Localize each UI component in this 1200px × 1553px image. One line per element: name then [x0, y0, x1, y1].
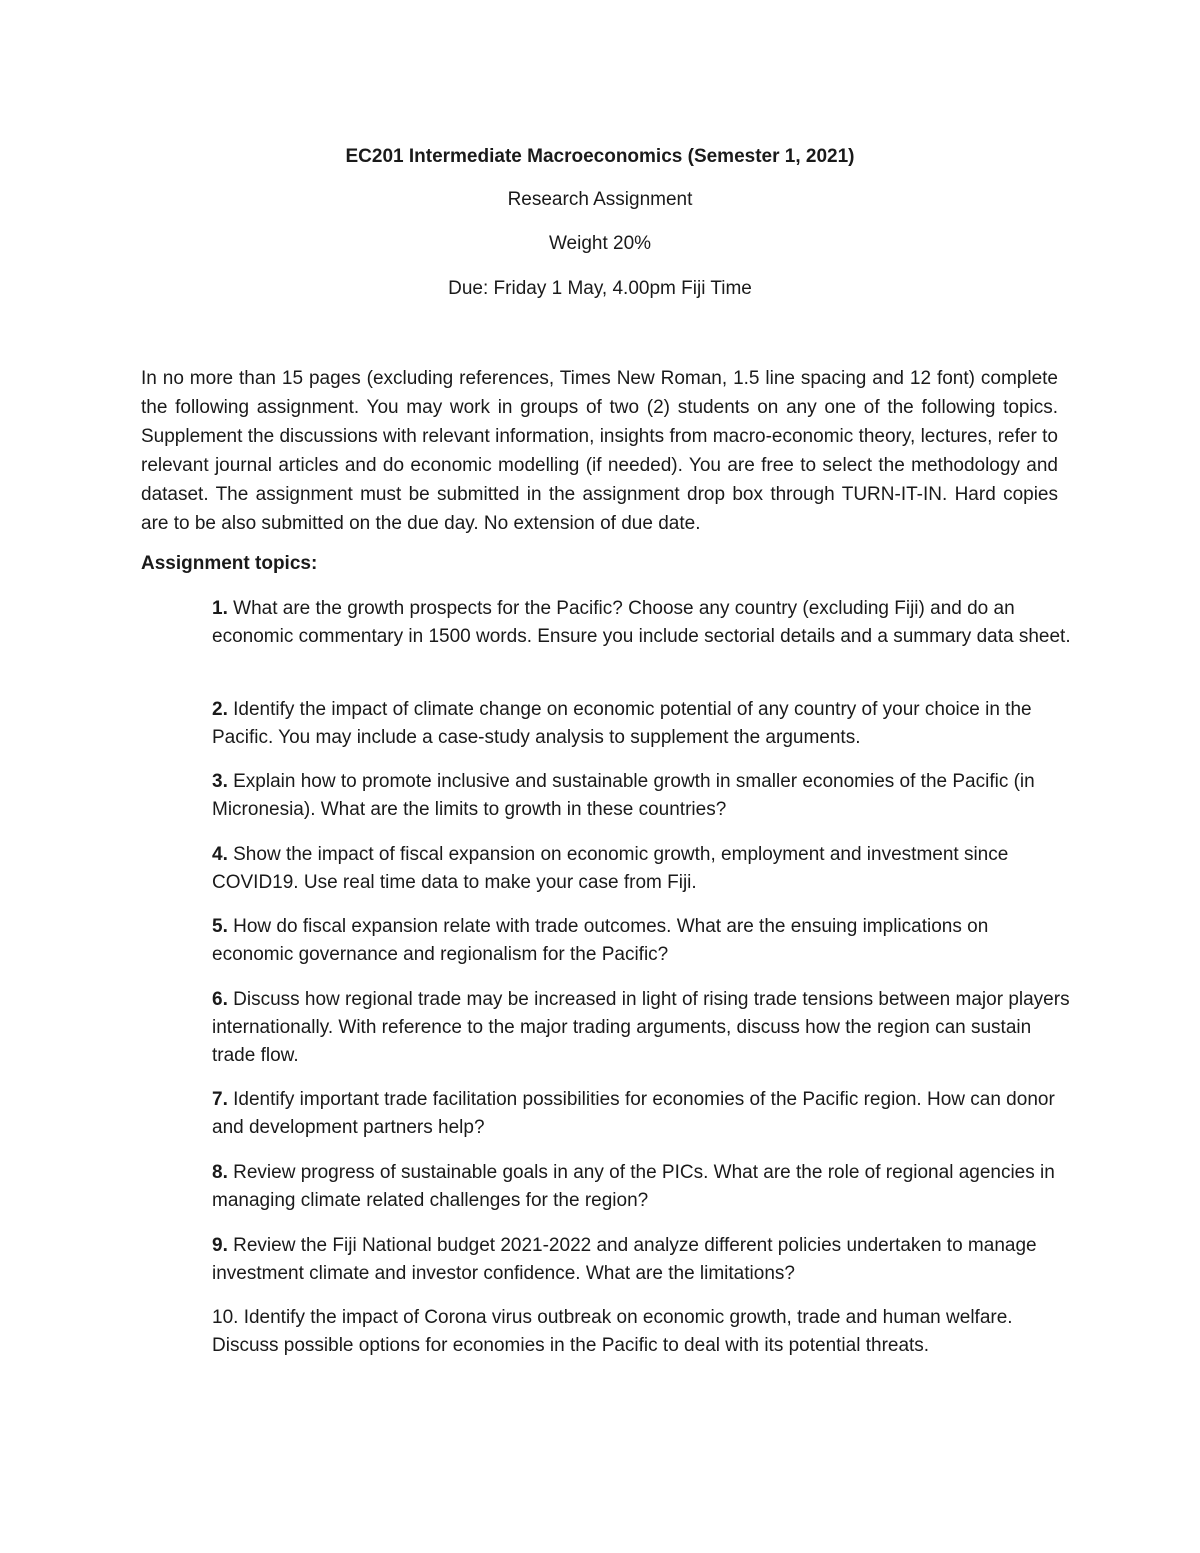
- topic-item-3: [212, 768, 1072, 824]
- document-subtitle: Research Assignment: [507, 189, 693, 210]
- topic-item-5: [212, 913, 1072, 969]
- topic-number: 10.: [212, 1307, 239, 1328]
- topic-item-9: [212, 1232, 1072, 1288]
- topic-text: Show the impact of fiscal expansion on economic growth, employment and investment since COVID19. Use real time data to make your case from Fiji.: [212, 844, 1009, 893]
- topic-number: 4.: [212, 844, 228, 865]
- topic-number: 3.: [212, 771, 228, 792]
- topic-item-10: [212, 1304, 1072, 1360]
- topic-text: Review progress of sustainable goals in any of the PICs. What are the role of regional agencies in managing climate related challenges for the region?: [212, 1162, 1055, 1211]
- topic-number: 6.: [212, 989, 228, 1010]
- assignment-weight: Weight 20%: [548, 233, 652, 254]
- topic-item-1: [212, 595, 1072, 651]
- topic-item-7: [212, 1086, 1072, 1142]
- document-title: EC201 Intermediate Macroeconomics (Semester 1, 2021): [345, 146, 855, 167]
- topic-text: Explain how to promote inclusive and sustainable growth in smaller economies of the Pacific (in Micronesia). What are the limits to growth in these countries?: [212, 771, 1035, 820]
- topic-item-6: [212, 986, 1072, 1070]
- topic-number: 1.: [212, 598, 228, 619]
- instructions-paragraph: In no more than 15 pages (excluding references, Times New Roman, 1.5 line spacing and 12 font) complete the following assignment. You may work in groups of two (2) students on any one of the following topics. Supplement the discussions with relevant information, insights from macro-economic theory, lectures, refer to relevant journal articles and do economic modelling (if needed). You are free to select the methodology and dataset. The assignment must be submitted in the assignment drop box through TURN-IT-IN. Hard copies are to be also submitted on the due day. No extension of due date.: [141, 368, 1058, 534]
- topic-text: Identify the impact of climate change on economic potential of any country of your choice in the Pacific. You may include a case-study analysis to supplement the arguments.: [212, 699, 1032, 748]
- topic-text: Discuss how regional trade may be increased in light of rising trade tensions between major players internationally. With reference to the major trading arguments, discuss how the region can sustain trade flow.: [212, 989, 1070, 1066]
- topic-text: How do fiscal expansion relate with trade outcomes. What are the ensuing implications on economic governance and regionalism for the Pacific?: [212, 916, 989, 965]
- topics-heading: Assignment topics:: [141, 553, 318, 574]
- topic-item-2: [212, 696, 1072, 752]
- topic-text: Identify the impact of Corona virus outbreak on economic growth, trade and human welfare. Discuss possible options for economies in the Pacific to deal with its potential threats.: [212, 1307, 1013, 1356]
- topic-text: What are the growth prospects for the Pacific? Choose any country (excluding Fiji) and do an economic commentary in 1500 words. Ensure you include sectorial details and a summary data sheet.: [212, 598, 1071, 647]
- topic-text: Identify important trade facilitation possibilities for economies of the Pacific region. How can donor and development partners help?: [212, 1089, 1055, 1138]
- due-date: Due: Friday 1 May, 4.00pm Fiji Time: [448, 278, 752, 299]
- topic-item-8: [212, 1159, 1072, 1215]
- topic-number: 8.: [212, 1162, 228, 1183]
- topic-number: 9.: [212, 1235, 228, 1256]
- topic-number: 5.: [212, 916, 228, 937]
- topic-number: 7.: [212, 1089, 228, 1110]
- topic-item-4: [212, 841, 1072, 897]
- topic-text: Review the Fiji National budget 2021-2022 and analyze different policies undertaken to manage investment climate and investor confidence. What are the limitations?: [212, 1235, 1037, 1284]
- topic-number: 2.: [212, 699, 228, 720]
